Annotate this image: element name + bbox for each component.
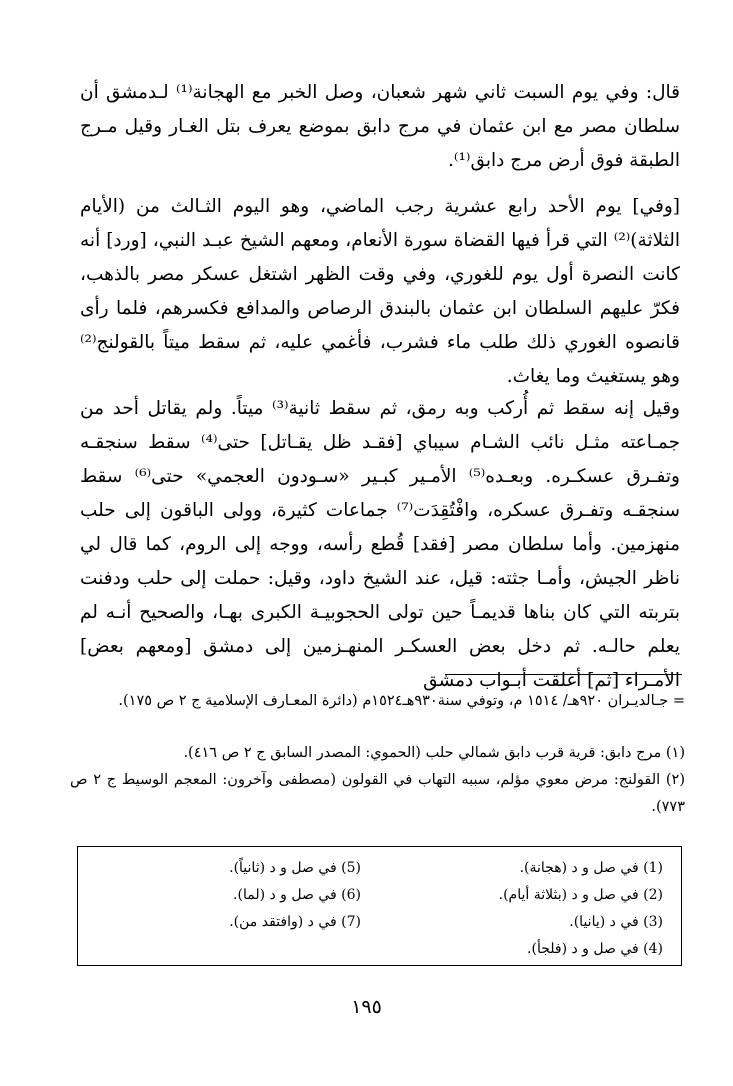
variants-column-right — [413, 855, 663, 963]
variant-note-5: (5) في صل و د (ثانياً). — [229, 860, 361, 876]
variants-column-left — [111, 855, 361, 936]
footnote-separator — [445, 674, 682, 675]
body-paragraph-3: وقيل إنه سقط ثم أُركب وبه رمق، ثم سقط ثانية⁽³⁾ ميتاً. ولم يقاتل أحد من جمـاعته مثـل نائب الشـام سيباي [فقـد ظل يقـاتل] حتى⁽⁴⁾ سقط سنجقـه وتفـرق عسكـره. وبعـده⁽⁵⁾ الأمـير كبـير «سـودون العجمي» حتى⁽⁶⁾ سقط سنجقـه وتفـرق عسكره، وافْتُقِدَت⁽⁷⁾ جماعات كثيرة، وولى الباقون إلى حلب منهزمين. وأما سلطان مصر [فقد] قُطع رأسه، ووجه إلى الروم، كما قال لي ناظر الجيش، وأمـا جثته: قيل، عند الشيخ داود، وقيل: حملت إلى حلب ودفنت بتربته التي كان بناها قديمـاً حين تولى الحجوبيـة الكبرى بهـا، والصحيح أنـه لم يعلم حالـه. ثم دخل بعض العسكـر المنهـزمين إلى دمشق [ومعهم بعض] الأمـراء [ثم] أغلقت أبـواب دمشق — [80, 398, 680, 691]
variant-note-6: (6) في صل و د (لما). — [233, 887, 361, 903]
variant-note-1: (1) في صل و د (هجانة). — [519, 860, 663, 876]
body-paragraph-1: قال: وفي يوم السبت ثاني شهر شعبان، وصل الخبر مع الهجانة⁽¹⁾ لـدمشق أن سلطان مصر مع ابن عثمان في مرج دابق بموضع يعرف بتل الغـار وقيل مـرج الطبقة فوق أرض مرج دابق⁽¹⁾. — [80, 82, 680, 171]
manuscript-variants-box — [77, 846, 682, 966]
footnote-1: (١) مرج دابق: قرية قرب دابق شمالي حلب (الحموي: المصدر السابق ج ٢ ص ٤١٦). — [183, 745, 685, 761]
footnote-2: (٢) القولنج: مرض معوي مؤلم، سببه التهاب في القولون (مصطفى وآخرون: المعجم الوسيط ج ٢ ص ٧٧٣). — [70, 772, 685, 815]
variant-note-2: (2) في صل و د (بثلاثة أيام). — [498, 887, 663, 903]
variant-note-3: (3) في د (يانيا). — [569, 914, 663, 930]
variant-note-4: (4) في صل و د (فلجأ). — [527, 941, 663, 957]
body-paragraph-2: [وفي] يوم الأحد رابع عشرية رجب الماضي، وهو اليوم الثـالث من (الأيام الثلاثة)⁽²⁾ التي قرأ فيها القضاة سورة الأنعام، ومعهم الشيخ عبـد النبي، [ورد] أنه كانت النصرة أول يوم للغوري، وفي وقت الظهر اشتغل عسكر مصر بالذهب، فكرّ عليهم السلطان ابن عثمان بالبندق الرصاص والمدافع فكسرهم، فلما رأى قانصوه الغوري ذلك طلب ماء فشرب، فأغمي عليه، ثم سقط ميتاً بالقولنج⁽²⁾ وهو يستغيث وما يغاث. — [80, 196, 680, 387]
footnote-continued: = جـالديـران ٩٢٠هـ/ ١٥١٤ م، وتوفي سنة٩٣٠هـ١٥٢٤م (دائرة المعـارف الإسلامية ج ٢ ص ١٧٥). — [118, 693, 685, 709]
variant-note-7: (7) في د (وافتقد من). — [229, 914, 361, 930]
page-number: ١٩٥ — [351, 996, 382, 1018]
